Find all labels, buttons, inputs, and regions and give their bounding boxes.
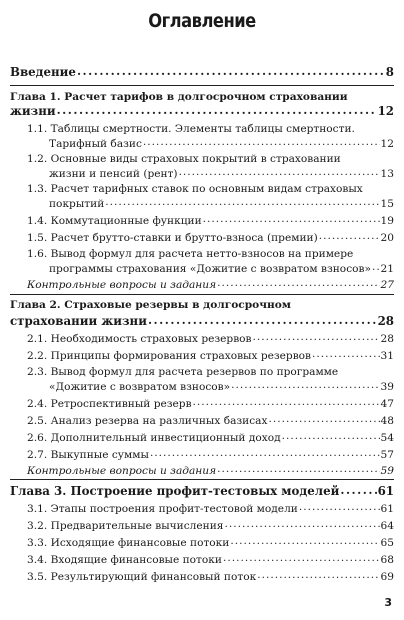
section-title: 2.2. Принципы формирования страховых резервов xyxy=(27,350,311,362)
section-title: 2.4. Ретроспективный резерв xyxy=(27,398,192,410)
toc-entry-2-3[interactable] xyxy=(49,380,394,394)
toc-page-number: 68 xyxy=(380,554,394,566)
toc-entry-2-3-line1[interactable] xyxy=(27,366,338,379)
section-number: 1.1. xyxy=(27,123,48,135)
divider xyxy=(10,479,394,480)
dot-leader xyxy=(143,137,380,147)
toc-page-number: 59 xyxy=(380,465,394,477)
dot-leader xyxy=(299,502,380,512)
section-number: 1.2. xyxy=(27,153,48,165)
section-title-cont: программы страхования «Дожитие с возвратом взносов» xyxy=(49,263,371,275)
dot-leader xyxy=(340,485,376,495)
section-title: Вывод формул для расчета нетто-взносов на примере xyxy=(50,248,354,260)
toc-page-number: 57 xyxy=(380,449,394,461)
toc-entry-2-4[interactable] xyxy=(27,397,394,411)
dot-leader xyxy=(231,380,379,390)
toc-entry-label: страховании жизни xyxy=(10,314,147,328)
dot-leader xyxy=(224,519,379,529)
toc-entry-chapter-2[interactable] xyxy=(10,315,394,328)
section-title: Контрольные вопросы и задания xyxy=(27,465,217,477)
toc-entry-2-2[interactable] xyxy=(27,349,394,363)
toc-entry-1-5[interactable] xyxy=(27,231,394,245)
toc-page-number: 27 xyxy=(380,279,394,291)
page-number: 3 xyxy=(384,596,392,609)
toc-entry-2-5[interactable] xyxy=(27,414,394,428)
section-title: 2.7. Выкупные суммы xyxy=(27,449,149,461)
dot-leader xyxy=(268,414,379,424)
dot-leader xyxy=(203,214,380,224)
section-title: Таблицы смертности. Элементы таблицы смертности. xyxy=(50,123,355,135)
section-title: 2.5. Анализ резерва на различных базисах xyxy=(27,415,268,427)
toc-page-number: 8 xyxy=(385,65,394,79)
dot-leader xyxy=(223,553,380,563)
dot-leader xyxy=(217,278,379,288)
toc-entry-2-6[interactable] xyxy=(27,431,394,445)
section-title: 1.5. Расчет брутто-ставки и брутто-взноса (премии) xyxy=(27,232,318,244)
section-number: 2.3. xyxy=(27,366,48,378)
dot-leader xyxy=(319,231,380,241)
toc-entry-1-1[interactable] xyxy=(49,137,394,151)
section-title: Вывод формул для расчета резервов по программе xyxy=(50,366,339,378)
dot-leader xyxy=(230,536,379,546)
toc-page-number: 13 xyxy=(380,168,394,180)
toc-entry-1-3-line1[interactable] xyxy=(27,183,363,196)
toc-page-number: 20 xyxy=(380,232,394,244)
toc-page-number: 19 xyxy=(380,215,394,227)
dot-leader xyxy=(257,570,379,580)
toc-entry-3-1[interactable] xyxy=(27,502,394,516)
dot-leader xyxy=(150,448,380,458)
divider xyxy=(10,85,394,86)
toc-entry-chapter-3[interactable] xyxy=(10,485,394,498)
section-title: 3.5. Результирующий финансовый поток xyxy=(27,571,257,583)
toc-page-number: 65 xyxy=(380,537,394,549)
toc-entry-1-3[interactable] xyxy=(49,197,394,211)
dot-leader xyxy=(253,332,380,342)
toc-page-number: 48 xyxy=(380,415,394,427)
section-title-cont: покрытий xyxy=(49,198,105,210)
toc-entry-3-2[interactable] xyxy=(27,519,394,533)
toc-page-number: 54 xyxy=(380,432,394,444)
section-title: 3.1. Этапы построения профит-тестовой модели xyxy=(27,503,298,515)
toc-entry-intro[interactable] xyxy=(10,66,394,79)
divider xyxy=(10,294,394,295)
section-title: Контрольные вопросы и задания xyxy=(27,279,217,291)
dot-leader xyxy=(282,431,380,441)
section-number: 1.3. xyxy=(27,183,48,195)
section-title: 2.6. Дополнительный инвестиционный доход xyxy=(27,432,281,444)
toc-page-number: 61 xyxy=(380,503,394,515)
section-title: 3.3. Исходящие финансовые потоки xyxy=(27,537,230,549)
toc-entry-questions-2[interactable] xyxy=(27,464,394,478)
toc-entry-2-1[interactable] xyxy=(27,332,394,346)
chapter-2-title-line1[interactable]: Глава 2. Страховые резервы в долгосрочном xyxy=(10,299,291,311)
toc-page-number: 15 xyxy=(380,198,394,210)
toc-page-number: 31 xyxy=(380,350,394,362)
section-title-cont: «Дожитие с возвратом взносов» xyxy=(49,381,231,393)
toc-entry-label: жизни xyxy=(10,104,56,118)
section-title: Основные виды страховых покрытий в страховании xyxy=(50,153,341,165)
toc-entry-label: Глава 3. Построение профит-тестовых моделей xyxy=(10,484,340,498)
dot-leader xyxy=(217,464,379,474)
toc-page-number: 64 xyxy=(380,520,394,532)
dot-leader xyxy=(148,315,377,325)
chapter-1-title-line1[interactable]: Глава 1. Расчет тарифов в долгосрочном страховании xyxy=(10,91,348,103)
toc-entry-1-2[interactable] xyxy=(49,167,394,181)
page-title: Оглавление xyxy=(148,10,256,32)
section-title: Расчет тарифных ставок по основным видам страховых xyxy=(50,183,363,195)
toc-page-number: 39 xyxy=(380,381,394,393)
toc-page-number: 61 xyxy=(377,484,394,498)
toc-entry-3-3[interactable] xyxy=(27,536,394,550)
section-title-cont: Тарифный базис xyxy=(49,138,142,150)
toc-page-number: 69 xyxy=(380,571,394,583)
toc-entry-1-6-line1[interactable] xyxy=(27,248,353,261)
toc-entry-1-1-line1[interactable] xyxy=(27,123,355,136)
toc-entry-3-5[interactable] xyxy=(27,570,394,584)
toc-page-number: 28 xyxy=(377,314,394,328)
toc-page-number: 21 xyxy=(380,263,394,275)
dot-leader xyxy=(372,262,380,272)
toc-page-number: 47 xyxy=(380,398,394,410)
toc-page-number: 12 xyxy=(377,104,394,118)
toc-entry-3-4[interactable] xyxy=(27,553,394,567)
toc-entry-1-4[interactable] xyxy=(27,214,394,228)
toc-entry-2-7[interactable] xyxy=(27,448,394,462)
dot-leader xyxy=(105,197,379,207)
toc-page-number: 28 xyxy=(380,333,394,345)
toc-entry-label: Введение xyxy=(10,65,76,79)
dot-leader xyxy=(77,66,385,76)
section-title-cont: жизни и пенсий (рент) xyxy=(49,168,178,180)
dot-leader xyxy=(179,167,380,177)
dot-leader xyxy=(312,349,380,359)
section-title: 3.4. Входящие финансовые потоки xyxy=(27,554,222,566)
toc-entry-questions-1[interactable] xyxy=(27,278,394,292)
toc-page-number: 12 xyxy=(380,138,394,150)
section-number: 1.6. xyxy=(27,248,48,260)
toc-entry-1-6[interactable] xyxy=(49,262,394,276)
toc-entry-chapter-1[interactable] xyxy=(10,105,394,118)
dot-leader xyxy=(57,105,377,115)
dot-leader xyxy=(193,397,380,407)
section-title: 2.1. Необходимость страховых резервов xyxy=(27,333,252,345)
section-title: 3.2. Предварительные вычисления xyxy=(27,520,224,532)
toc-entry-1-2-line1[interactable] xyxy=(27,153,341,166)
section-title: 1.4. Коммутационные функции xyxy=(27,215,202,227)
